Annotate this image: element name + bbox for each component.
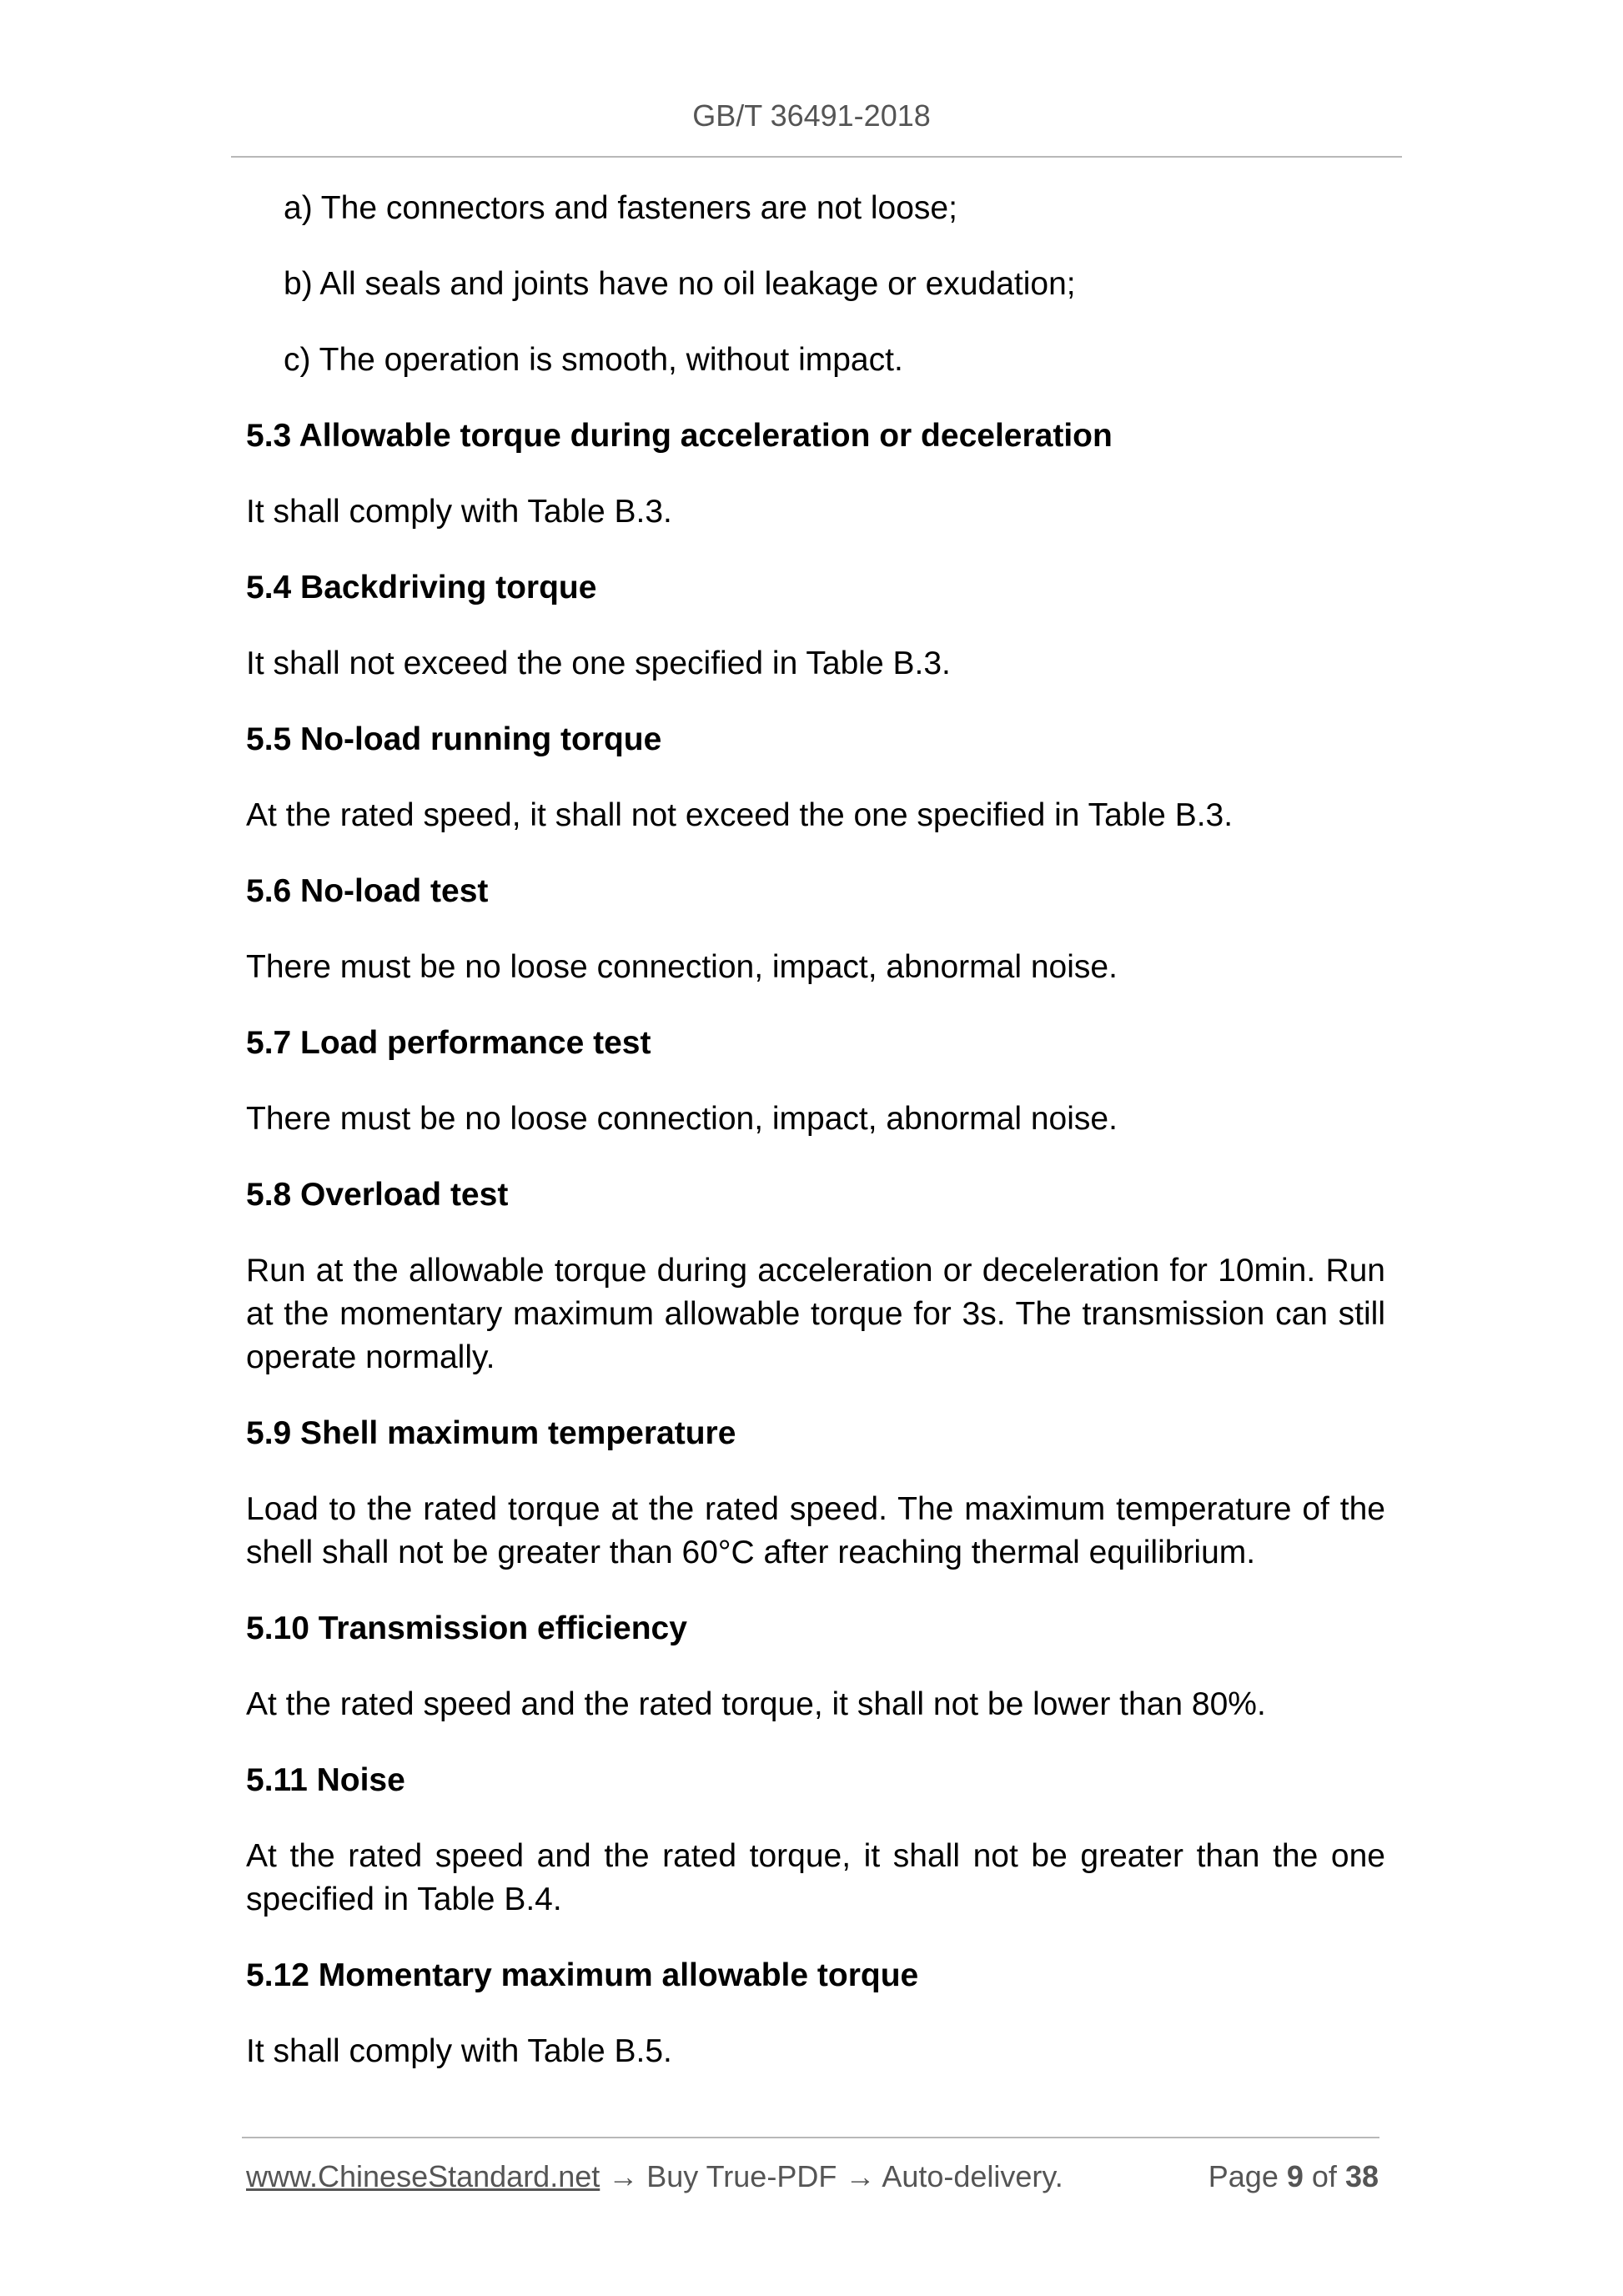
page-label: Page [1208,2159,1279,2193]
list-item-c: c) The operation is smooth, without impact. [284,342,903,378]
footer-promo [246,2158,1063,2196]
website-link[interactable]: www.ChineseStandard.net [246,2159,600,2193]
section-body-5-6: There must be no loose connection, impact, abnormal noise. [246,949,1118,985]
page-body [246,187,1385,2106]
list-item-b: b) All seals and joints have no oil leakage or exudation; [284,266,1076,302]
section-heading-5-3: 5.3 Allowable torque during acceleration or deceleration [246,418,1113,454]
section-heading-5-4: 5.4 Backdriving torque [246,570,597,605]
section-body-5-4: It shall not exceed the one specified in Table B.3. [246,646,951,681]
section-heading-5-9: 5.9 Shell maximum temperature [246,1415,736,1451]
section-body-5-7: There must be no loose connection, impact, abnormal noise. [246,1101,1118,1137]
header-divider [231,156,1402,158]
section-heading-5-8: 5.8 Overload test [246,1177,509,1213]
list-item-a: a) The connectors and fasteners are not loose; [284,190,957,226]
section-heading-5-10: 5.10 Transmission efficiency [246,1610,687,1646]
section-body-5-10: At the rated speed and the rated torque, it shall not be lower than 80%. [246,1686,1266,1722]
footer-divider [242,2137,1379,2138]
section-body-5-9: Load to the rated torque at the rated speed. The maximum temperature of the shell shall not be greater than 60°C after reaching thermal equilibrium. [246,1491,1385,1570]
current-page-number: 9 [1286,2159,1304,2193]
section-heading-5-5: 5.5 No-load running torque [246,721,662,757]
section-heading-5-6: 5.6 No-load test [246,873,489,909]
page-counter [1208,2158,1379,2196]
section-body-5-5: At the rated speed, it shall not exceed the one specified in Table B.3. [246,797,1234,833]
of-label: of [1311,2159,1337,2193]
section-body-5-12: It shall comply with Table B.5. [246,2033,672,2069]
section-body-5-8: Run at the allowable torque during acceleration or deceleration for 10min. Run at the momentary maximum allowable torque for 3s. The transmission can still operate normally. [246,1253,1385,1375]
section-body-5-11: At the rated speed and the rated torque, it shall not be greater than the one specified in Table B.4. [246,1838,1385,1917]
footer-tagline: → Buy True-PDF → Auto-delivery. [600,2159,1063,2193]
section-heading-5-11: 5.11 Noise [246,1762,405,1798]
section-heading-5-12: 5.12 Momentary maximum allowable torque [246,1957,919,1993]
document-header: GB/T 36491-2018 [692,98,931,133]
section-body-5-3: It shall comply with Table B.3. [246,494,672,530]
total-pages-number: 38 [1344,2159,1379,2193]
section-heading-5-7: 5.7 Load performance test [246,1025,651,1061]
